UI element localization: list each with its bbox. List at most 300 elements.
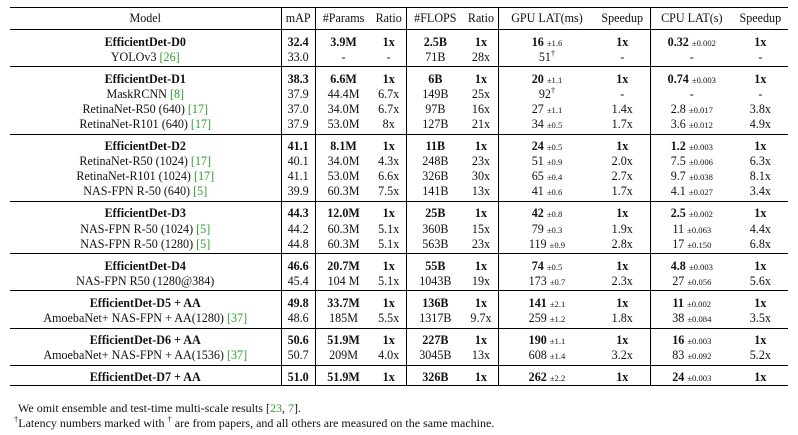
cpu-speedup-cell bbox=[733, 236, 788, 254]
gpu-speedup-cell bbox=[595, 30, 651, 50]
table-row bbox=[10, 49, 788, 67]
gpu-latency-stddev: ±0.3 bbox=[546, 224, 563, 235]
citation-link[interactable]: 23 bbox=[269, 401, 282, 415]
map-cell bbox=[281, 348, 315, 366]
gpu-speedup-cell bbox=[595, 365, 651, 385]
model-cell bbox=[10, 67, 281, 87]
flops-ratio-cell bbox=[464, 86, 499, 101]
citation-link[interactable]: [37] bbox=[226, 348, 248, 363]
cpu-latency-value: 11 bbox=[672, 221, 685, 236]
params-value: 185M bbox=[329, 311, 358, 325]
gpu-speedup-cell bbox=[595, 221, 651, 236]
flops-value: 1317B bbox=[419, 311, 452, 325]
gpu-latency-cell bbox=[499, 49, 595, 67]
model-cell bbox=[10, 291, 281, 311]
gpu-latency-cell bbox=[499, 254, 595, 274]
col-ratio-params: Ratio bbox=[371, 8, 406, 30]
cpu-latency-cell bbox=[650, 201, 732, 221]
model-cell bbox=[10, 154, 281, 169]
cpu-latency-stddev: ±0.003 bbox=[691, 74, 716, 85]
note-ensemble: We omit ensemble and test-time multi-scale results [23, 7]. bbox=[18, 401, 301, 415]
map-value: 37.0 bbox=[287, 101, 309, 116]
gpu-speedup-cell bbox=[595, 348, 651, 366]
gpu-latency-stddev: ±0.5 bbox=[546, 261, 563, 272]
gpu-latency-cell bbox=[499, 116, 595, 134]
params-ratio-value: - bbox=[386, 49, 391, 64]
gpu-latency-value: 42 bbox=[531, 206, 544, 221]
cpu-latency-stddev: ±0.063 bbox=[687, 224, 712, 235]
gpu-latency-stddev: ±0.5 bbox=[546, 119, 563, 130]
gpu-latency-cell bbox=[499, 67, 595, 87]
gpu-speedup-value: 1x bbox=[616, 295, 629, 310]
gpu-speedup-cell bbox=[595, 311, 651, 329]
map-cell bbox=[281, 67, 315, 87]
params-value: 33.7M bbox=[327, 295, 360, 310]
gpu-latency-value: 173 bbox=[528, 273, 547, 288]
params-cell bbox=[315, 86, 371, 101]
cpu-latency-stddev: ±0.012 bbox=[688, 119, 713, 130]
map-value: 44.3 bbox=[287, 206, 309, 221]
params-ratio-cell bbox=[371, 221, 406, 236]
map-value: 49.8 bbox=[287, 295, 309, 310]
map-value: 50.6 bbox=[287, 333, 309, 348]
gpu-latency-value: 262 bbox=[528, 370, 547, 385]
params-cell bbox=[315, 328, 371, 348]
cpu-speedup-cell bbox=[733, 116, 788, 134]
gpu-latency-cell bbox=[499, 348, 595, 366]
gpu-speedup-value: 1x bbox=[616, 206, 629, 221]
flops-cell bbox=[407, 67, 464, 87]
col-params: #Params bbox=[315, 8, 371, 30]
table-row bbox=[10, 348, 788, 366]
gpu-latency-cell bbox=[499, 134, 595, 154]
flops-cell bbox=[407, 154, 464, 169]
flops-cell bbox=[407, 49, 464, 67]
cpu-latency-cell bbox=[650, 86, 732, 101]
flops-value: 11B bbox=[425, 139, 446, 154]
flops-ratio-cell bbox=[464, 311, 499, 329]
gpu-latency-stddev: ±1.1 bbox=[546, 104, 563, 115]
gpu-speedup-value: - bbox=[620, 49, 625, 64]
params-cell bbox=[315, 365, 371, 385]
params-value: 44.4M bbox=[327, 86, 360, 101]
map-value: 44.8 bbox=[287, 236, 309, 251]
flops-ratio-cell bbox=[464, 154, 499, 169]
params-cell bbox=[315, 154, 371, 169]
params-value: 60.3M bbox=[327, 184, 360, 199]
gpu-latency-value: 20 bbox=[531, 71, 544, 86]
gpu-latency-cell bbox=[499, 201, 595, 221]
gpu-latency-value: 190 bbox=[528, 333, 547, 348]
col-cpu-speedup: Speedup bbox=[733, 8, 788, 30]
citation-link[interactable]: [5] bbox=[196, 236, 211, 251]
cpu-latency-cell bbox=[650, 291, 732, 311]
params-ratio-cell bbox=[371, 328, 406, 348]
flops-value: 6B bbox=[428, 71, 443, 86]
params-value: 53.0M bbox=[327, 169, 360, 184]
flops-cell bbox=[407, 311, 464, 329]
model-name: EfficientDet-D4 bbox=[104, 258, 186, 273]
cpu-latency-stddev: ±0.150 bbox=[687, 239, 712, 250]
flops-ratio-value: 28x bbox=[471, 49, 491, 64]
cpu-speedup-cell bbox=[733, 30, 788, 50]
flops-ratio-cell bbox=[464, 291, 499, 311]
params-value: 209M bbox=[329, 348, 358, 363]
params-ratio-cell bbox=[371, 201, 406, 221]
model-name: EfficientDet-D7 + AA bbox=[89, 370, 201, 385]
params-value: 34.0M bbox=[327, 154, 360, 169]
flops-ratio-value: 1x bbox=[474, 206, 488, 221]
model-name: MaskRCNN bbox=[106, 86, 170, 101]
table-row bbox=[10, 236, 788, 254]
cpu-latency-stddev: ±0.092 bbox=[687, 351, 712, 362]
model-name: AmoebaNet+ NAS-FPN + AA(1280) bbox=[43, 311, 227, 325]
flops-ratio-cell bbox=[464, 254, 499, 274]
cpu-speedup-value: 3.4x bbox=[749, 184, 771, 199]
params-ratio-value: 6.7x bbox=[378, 86, 400, 101]
map-cell bbox=[281, 86, 315, 101]
cpu-latency-value: 17 bbox=[672, 236, 685, 251]
cpu-latency-value: 16 bbox=[672, 333, 685, 348]
gpu-speedup-cell bbox=[595, 273, 651, 291]
gpu-latency-value: 27 bbox=[531, 101, 544, 116]
gpu-speedup-cell bbox=[595, 86, 651, 101]
cpu-latency-cell bbox=[650, 328, 732, 348]
params-ratio-cell bbox=[371, 116, 406, 134]
params-ratio-cell bbox=[371, 236, 406, 254]
flops-ratio-value: 1x bbox=[474, 34, 488, 49]
cpu-latency-value: 2.5 bbox=[670, 206, 686, 221]
params-ratio-value: 1x bbox=[382, 333, 395, 348]
map-cell bbox=[281, 365, 315, 385]
cpu-latency-value: 83 bbox=[672, 348, 685, 363]
gpu-latency-value: 92 bbox=[538, 86, 551, 101]
flops-value: 149B bbox=[422, 86, 449, 101]
gpu-latency-cell bbox=[499, 101, 595, 116]
params-value: 20.7M bbox=[327, 258, 360, 273]
cpu-latency-stddev: ±0.003 bbox=[688, 261, 713, 272]
citation-link[interactable]: [26] bbox=[159, 49, 180, 64]
gpu-speedup-value: 1x bbox=[616, 333, 629, 348]
gpu-speedup-cell bbox=[595, 67, 651, 87]
params-ratio-value: 5.1x bbox=[378, 236, 400, 251]
map-cell bbox=[281, 291, 315, 311]
cpu-latency-stddev: ±0.002 bbox=[688, 209, 713, 220]
citation-link[interactable]: [37] bbox=[226, 311, 248, 325]
params-value: 51.9M bbox=[327, 370, 360, 385]
gpu-speedup-value: 1.7x bbox=[611, 184, 633, 199]
cpu-speedup-value: 1x bbox=[754, 258, 767, 273]
cpu-latency-value: 11 bbox=[672, 295, 684, 310]
citation-link[interactable]: [17] bbox=[187, 101, 209, 116]
gpu-speedup-value: 1x bbox=[616, 71, 629, 86]
table-row bbox=[10, 86, 788, 101]
cpu-latency-value: 38 bbox=[672, 311, 685, 325]
map-value: 46.6 bbox=[287, 258, 309, 273]
cpu-latency-cell bbox=[650, 169, 732, 184]
params-ratio-cell bbox=[371, 67, 406, 87]
flops-ratio-cell bbox=[464, 49, 499, 67]
cpu-latency-stddev: ±0.002 bbox=[687, 298, 712, 309]
cpu-latency-cell bbox=[650, 221, 732, 236]
cpu-latency-value: 7.5 bbox=[670, 154, 686, 169]
flops-cell bbox=[407, 221, 464, 236]
citation-link[interactable]: [17] bbox=[193, 169, 215, 184]
cpu-speedup-cell bbox=[733, 311, 788, 329]
table-row bbox=[10, 273, 788, 291]
gpu-speedup-value: 2.7x bbox=[611, 169, 633, 184]
citation-link[interactable]: [17] bbox=[190, 154, 212, 169]
table-row bbox=[10, 101, 788, 116]
map-value: 32.4 bbox=[287, 34, 309, 49]
table-row bbox=[10, 291, 788, 311]
gpu-latency-value: 41 bbox=[531, 184, 544, 199]
model-cell bbox=[10, 134, 281, 154]
flops-ratio-value: 1x bbox=[474, 333, 488, 348]
gpu-latency-cell bbox=[499, 328, 595, 348]
params-ratio-value: 1x bbox=[382, 258, 395, 273]
map-cell bbox=[281, 49, 315, 67]
cpu-latency-cell bbox=[650, 184, 732, 202]
flops-cell bbox=[407, 116, 464, 134]
flops-ratio-value: 23x bbox=[471, 236, 491, 251]
gpu-latency-cell bbox=[499, 30, 595, 50]
flops-cell bbox=[407, 273, 464, 291]
model-name: EfficientDet-D2 bbox=[104, 139, 186, 154]
model-name: AmoebaNet+ NAS-FPN + AA(1536) bbox=[43, 348, 227, 363]
params-cell bbox=[315, 348, 371, 366]
dagger-mark: † bbox=[14, 414, 19, 424]
cpu-latency-cell bbox=[650, 254, 732, 274]
cpu-speedup-value: 6.3x bbox=[749, 154, 771, 169]
flops-ratio-cell bbox=[464, 201, 499, 221]
cpu-latency-value: 0.74 bbox=[667, 71, 689, 86]
flops-cell bbox=[407, 254, 464, 274]
cpu-speedup-cell bbox=[733, 221, 788, 236]
params-ratio-cell bbox=[371, 273, 406, 291]
map-value: 50.7 bbox=[287, 348, 309, 363]
cpu-speedup-value: 1x bbox=[754, 295, 767, 310]
cpu-speedup-cell bbox=[733, 86, 788, 101]
gpu-speedup-value: 1x bbox=[616, 258, 629, 273]
flops-cell bbox=[407, 101, 464, 116]
map-value: 48.6 bbox=[287, 311, 309, 325]
flops-value: 25B bbox=[425, 206, 446, 221]
model-cell bbox=[10, 365, 281, 385]
cpu-speedup-cell bbox=[733, 365, 788, 385]
map-cell bbox=[281, 30, 315, 50]
params-ratio-cell bbox=[371, 254, 406, 274]
flops-value: 2.5B bbox=[423, 34, 447, 49]
model-name: RetinaNet-R101 (1024) bbox=[76, 169, 194, 184]
cpu-speedup-cell bbox=[733, 184, 788, 202]
params-cell bbox=[315, 30, 371, 50]
params-value: 3.9M bbox=[330, 34, 357, 49]
gpu-latency-value: 79 bbox=[531, 221, 544, 236]
params-ratio-value: 1x bbox=[382, 139, 395, 154]
flops-ratio-cell bbox=[464, 348, 499, 366]
map-cell bbox=[281, 328, 315, 348]
gpu-speedup-value: 1x bbox=[616, 139, 629, 154]
gpu-latency-cell bbox=[499, 86, 595, 101]
gpu-latency-stddev: ±0.4 bbox=[546, 172, 563, 183]
model-cell bbox=[10, 328, 281, 348]
col-map: mAP bbox=[281, 8, 315, 30]
gpu-speedup-value: 2.0x bbox=[611, 154, 633, 169]
model-name: EfficientDet-D3 bbox=[104, 206, 186, 221]
flops-ratio-cell bbox=[464, 221, 499, 236]
params-cell bbox=[315, 311, 371, 329]
model-name: YOLOv3 bbox=[110, 49, 160, 64]
gpu-latency-cell bbox=[499, 311, 595, 329]
map-cell bbox=[281, 221, 315, 236]
gpu-speedup-value: 1.8x bbox=[611, 311, 633, 325]
params-ratio-value: 6.7x bbox=[378, 101, 400, 116]
cpu-speedup-value: 8.1x bbox=[749, 169, 771, 184]
cpu-latency-stddev: ±0.038 bbox=[688, 172, 713, 183]
flops-cell bbox=[407, 169, 464, 184]
flops-value: 3045B bbox=[419, 348, 452, 363]
cpu-latency-stddev: ±0.027 bbox=[688, 187, 713, 198]
map-cell bbox=[281, 273, 315, 291]
cpu-speedup-cell bbox=[733, 348, 788, 366]
params-cell bbox=[315, 291, 371, 311]
map-cell bbox=[281, 169, 315, 184]
col-model: Model bbox=[10, 8, 281, 30]
flops-ratio-cell bbox=[464, 134, 499, 154]
cpu-latency-cell bbox=[650, 101, 732, 116]
gpu-latency-cell bbox=[499, 273, 595, 291]
cpu-latency-cell bbox=[650, 67, 732, 87]
table-row bbox=[10, 116, 788, 134]
flops-value: 97B bbox=[425, 101, 446, 116]
cpu-latency-value: 1.2 bbox=[670, 139, 686, 154]
cpu-speedup-cell bbox=[733, 134, 788, 154]
cpu-latency-stddev: ±0.002 bbox=[691, 37, 716, 48]
cpu-speedup-value: 1x bbox=[754, 333, 767, 348]
params-ratio-cell bbox=[371, 86, 406, 101]
flops-value: 248B bbox=[422, 154, 449, 169]
map-cell bbox=[281, 254, 315, 274]
model-cell bbox=[10, 30, 281, 50]
cpu-speedup-cell bbox=[733, 273, 788, 291]
col-cpu-latency: CPU LAT(s) bbox=[650, 8, 732, 30]
citation-link[interactable]: [17] bbox=[190, 116, 212, 131]
cpu-latency-cell bbox=[650, 365, 732, 385]
cpu-speedup-value: 1x bbox=[754, 139, 767, 154]
gpu-latency-cell bbox=[499, 184, 595, 202]
gpu-latency-value: 65 bbox=[531, 169, 544, 184]
cpu-speedup-cell bbox=[733, 67, 788, 87]
params-ratio-value: 6.6x bbox=[378, 169, 400, 184]
gpu-speedup-cell bbox=[595, 154, 651, 169]
params-ratio-cell bbox=[371, 134, 406, 154]
gpu-latency-cell bbox=[499, 291, 595, 311]
header-row bbox=[10, 8, 788, 30]
map-value: 37.9 bbox=[287, 116, 309, 131]
col-flops: #FLOPS bbox=[407, 8, 464, 30]
cpu-speedup-value: - bbox=[758, 86, 763, 101]
params-ratio-cell bbox=[371, 348, 406, 366]
params-value: 104 M bbox=[327, 273, 360, 288]
map-value: 40.1 bbox=[287, 154, 309, 169]
params-ratio-value: 4.3x bbox=[378, 154, 400, 169]
cpu-latency-value: 3.6 bbox=[670, 116, 686, 131]
col-gpu-latency: GPU LAT(ms) bbox=[499, 8, 595, 30]
params-value: 60.3M bbox=[327, 236, 360, 251]
gpu-speedup-value: 1.7x bbox=[611, 116, 633, 131]
params-cell bbox=[315, 134, 371, 154]
params-ratio-value: 1x bbox=[382, 34, 395, 49]
flops-ratio-cell bbox=[464, 328, 499, 348]
model-cell bbox=[10, 254, 281, 274]
model-name: EfficientDet-D6 + AA bbox=[89, 333, 201, 348]
map-value: 38.3 bbox=[287, 71, 309, 86]
map-cell bbox=[281, 154, 315, 169]
params-cell bbox=[315, 254, 371, 274]
model-cell bbox=[10, 201, 281, 221]
citation-link[interactable]: 7 bbox=[287, 401, 294, 415]
gpu-speedup-cell bbox=[595, 291, 651, 311]
flops-cell bbox=[407, 348, 464, 366]
flops-ratio-value: 13x bbox=[471, 184, 491, 199]
model-cell bbox=[10, 49, 281, 67]
flops-cell bbox=[407, 236, 464, 254]
flops-ratio-value: 15x bbox=[471, 221, 491, 236]
cpu-speedup-value: 1x bbox=[754, 206, 767, 221]
cpu-latency-value: - bbox=[689, 49, 694, 64]
flops-ratio-value: 1x bbox=[474, 370, 488, 385]
citation-link[interactable]: [5] bbox=[196, 221, 211, 236]
params-value: 34.0M bbox=[327, 101, 360, 116]
cpu-speedup-cell bbox=[733, 49, 788, 67]
flops-cell bbox=[407, 184, 464, 202]
params-value: 6.6M bbox=[330, 71, 357, 86]
params-cell bbox=[315, 101, 371, 116]
cpu-speedup-value: 1x bbox=[754, 34, 767, 49]
params-cell bbox=[315, 49, 371, 67]
note-latency: †Latency numbers marked with † are from papers, and all others are measured on the same machine. bbox=[14, 414, 495, 430]
model-name: EfficientDet-D0 bbox=[104, 34, 186, 49]
table-row bbox=[10, 221, 788, 236]
gpu-speedup-cell bbox=[595, 254, 651, 274]
cpu-speedup-value: 1x bbox=[754, 370, 767, 385]
flops-cell bbox=[407, 30, 464, 50]
map-value: 51.0 bbox=[287, 370, 309, 385]
model-cell bbox=[10, 184, 281, 202]
citation-link[interactable]: [8] bbox=[169, 86, 185, 101]
cpu-latency-cell bbox=[650, 273, 732, 291]
table-row bbox=[10, 169, 788, 184]
cpu-speedup-cell bbox=[733, 201, 788, 221]
model-name: RetinaNet-R101 (640) bbox=[79, 116, 191, 131]
gpu-speedup-value: 2.3x bbox=[611, 273, 633, 288]
gpu-latency-stddev: ±1.6 bbox=[546, 37, 563, 48]
gpu-latency-value: 51 bbox=[538, 49, 551, 64]
params-ratio-cell bbox=[371, 365, 406, 385]
citation-link[interactable]: [5] bbox=[193, 184, 208, 199]
col-gpu-speedup: Speedup bbox=[595, 8, 651, 30]
flops-ratio-value: 9.7x bbox=[470, 311, 492, 325]
gpu-speedup-value: - bbox=[620, 86, 625, 101]
flops-ratio-cell bbox=[464, 273, 499, 291]
cpu-latency-stddev: ±0.056 bbox=[687, 276, 712, 287]
gpu-latency-cell bbox=[499, 365, 595, 385]
params-value: - bbox=[341, 49, 346, 64]
params-cell bbox=[315, 273, 371, 291]
dagger-mark: † bbox=[167, 414, 172, 424]
cpu-latency-value: - bbox=[689, 86, 694, 101]
